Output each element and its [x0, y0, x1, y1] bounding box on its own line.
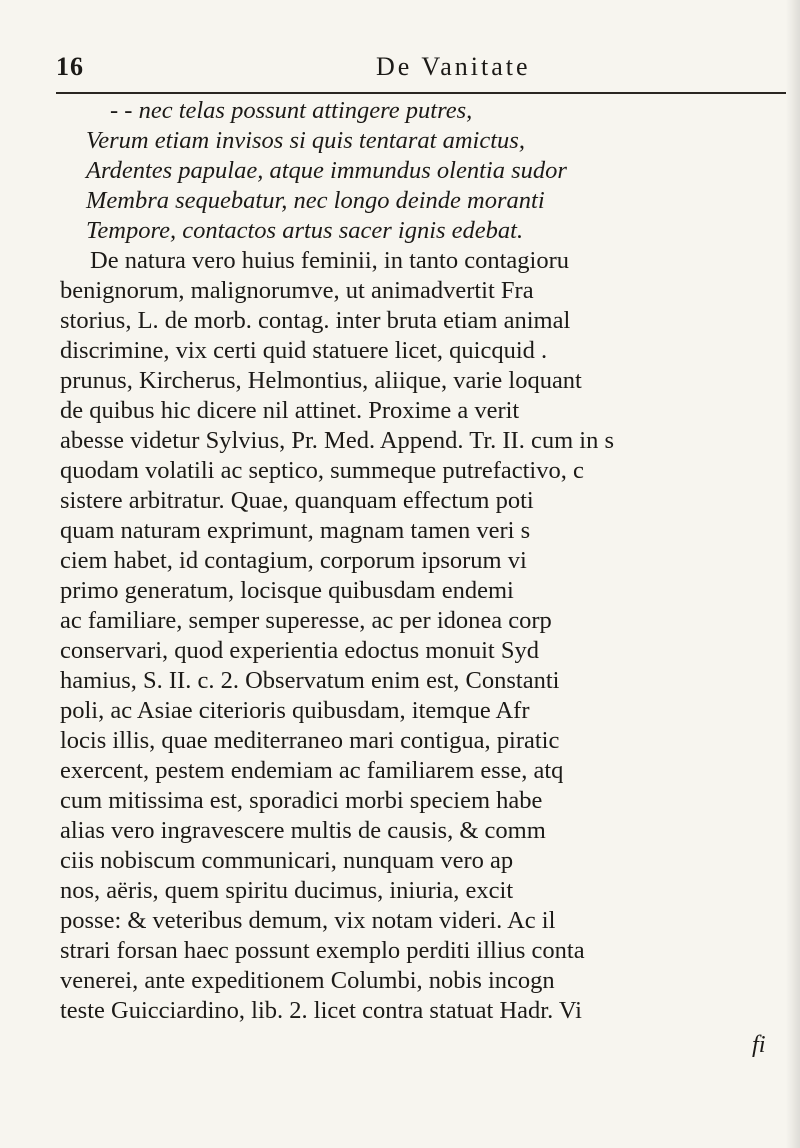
text-line: Membra sequebatur, nec longo deinde moranti	[86, 187, 545, 214]
text-line: ac familiare, semper superesse, ac per idonea corp	[60, 607, 552, 634]
page-edge-shadow	[786, 0, 800, 1148]
text-line: teste Guicciardino, lib. 2. licet contra statuat Hadr. Vi	[60, 997, 582, 1024]
text-line: venerei, ante expeditionem Columbi, nobis incogn	[60, 967, 555, 994]
text-line: nos, aëris, quem spiritu ducimus, iniuria, excit	[60, 877, 514, 904]
text-line: de quibus hic dicere nil attinet. Proxime a verit	[60, 397, 520, 424]
running-head: De Vanitate	[376, 52, 531, 81]
text-line: discrimine, vix certi quid statuere licet, quicquid .	[60, 337, 548, 364]
text-line: cum mitissima est, sporadici morbi speciem habe	[60, 787, 543, 814]
text-line: primo generatum, locisque quibusdam endemi	[60, 577, 514, 604]
text-line: exercent, pestem endemiam ac familiarem esse, atq	[60, 757, 564, 784]
text-line: Ardentes papulae, atque immundus olentia sudor	[86, 157, 567, 184]
text-line: Tempore, contactos artus sacer ignis edebat.	[86, 217, 524, 244]
catchword: fi	[752, 1031, 766, 1058]
text-line: prunus, Kircherus, Helmontius, aliique, varie loquant	[60, 367, 582, 394]
text-line: De natura vero huius feminii, in tanto contagioru	[90, 247, 569, 274]
text-line: abesse videtur Sylvius, Pr. Med. Append. Tr. II. cum in s	[60, 427, 614, 454]
text-line: quodam volatili ac septico, summeque putrefactivo, c	[60, 457, 584, 484]
text-line: storius, L. de morb. contag. inter bruta etiam animal	[60, 307, 571, 334]
text-line: ciem habet, id contagium, corporum ipsorum vi	[60, 547, 527, 574]
text-line: poli, ac Asiae citerioris quibusdam, itemque Afr	[60, 697, 530, 724]
text-line: quam naturam exprimunt, magnam tamen veri s	[60, 517, 531, 544]
text-line: hamius, S. II. c. 2. Observatum enim est, Constanti	[60, 667, 560, 694]
page-number: 16	[56, 52, 84, 81]
text-line: conservari, quod experientia edoctus monuit Syd	[60, 637, 539, 664]
text-line: strari forsan haec possunt exemplo perditi illius conta	[60, 937, 585, 964]
text-line: sistere arbitratur. Quae, quanquam effectum poti	[60, 487, 534, 514]
text-line: posse: & veteribus demum, vix notam videri. Ac il	[60, 907, 556, 934]
text-line: - - nec telas possunt attingere putres,	[110, 97, 473, 124]
text-line: ciis nobiscum communicari, nunquam vero ap	[60, 847, 514, 874]
text-line: benignorum, malignorumve, ut animadvertit Fra	[60, 277, 534, 304]
text-line: alias vero ingravescere multis de causis, & comm	[60, 817, 546, 844]
text-line: locis illis, quae mediterraneo mari contigua, piratic	[60, 727, 560, 754]
text-line: Verum etiam invisos si quis tentarat amictus,	[86, 127, 525, 154]
